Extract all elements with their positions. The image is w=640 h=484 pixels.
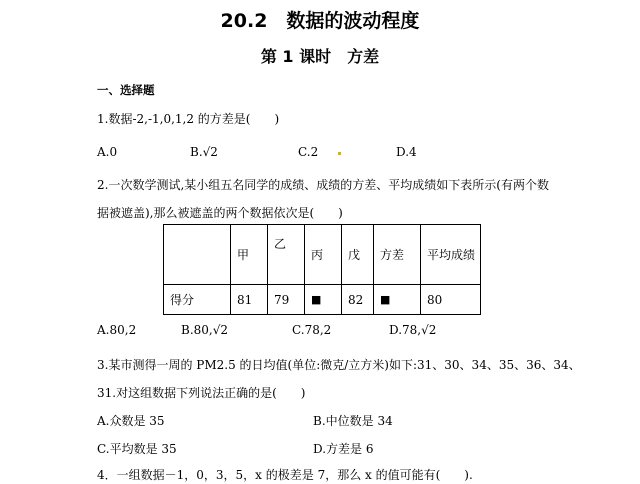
- question-3-option-b: B.中位数是 34: [313, 414, 393, 428]
- score-table-header-cell: 丙: [305, 225, 342, 285]
- score-table-cell: 79: [268, 285, 305, 315]
- score-table-header-cell: 平均成绩: [421, 225, 481, 285]
- section-heading: 一、选择题: [97, 83, 155, 97]
- question-3-option-a: A.众数是 35: [97, 414, 165, 428]
- question-1-stem: 1.数据-2,-1,0,1,2 的方差是( ): [97, 112, 280, 126]
- question-2-option-a: A.80,2: [97, 323, 137, 337]
- score-table-cell-hidden: ■: [305, 285, 342, 315]
- question-1-option-b: B.√2: [190, 145, 218, 159]
- score-table-cell: 得分: [164, 285, 231, 315]
- score-table-header-cell: [164, 225, 231, 285]
- stray-mark: [338, 152, 341, 155]
- question-2-option-c: C.78,2: [292, 323, 332, 337]
- question-1-option-a: A.0: [97, 145, 118, 159]
- question-2-stem-line-1: 2.一次数学测试,某小组五名同学的成绩、成绩的方差、平均成绩如下表所示(有两个数: [97, 178, 549, 192]
- question-1-option-d: D.4: [396, 145, 417, 159]
- score-table-cell-hidden: ■: [374, 285, 421, 315]
- score-table: [163, 224, 481, 315]
- question-2-option-b: B.80,√2: [181, 323, 228, 337]
- score-table-data-row: [164, 285, 481, 315]
- question-3-option-c: C.平均数是 35: [97, 442, 177, 456]
- page-subtitle: 第 1 课时 方差: [260, 47, 380, 66]
- score-table-cell: 81: [231, 285, 268, 315]
- score-table-header-cell: 方差: [374, 225, 421, 285]
- score-table-header-cell: 戊: [342, 225, 374, 285]
- score-table-header-cell: 乙: [268, 225, 305, 285]
- question-4-stem: 4．一组数据－1，0，3，5，x 的极差是 7，那么 x 的值可能有( ).: [97, 468, 473, 482]
- question-3-stem-line-2: 31.对这组数据下列说法正确的是( ): [97, 386, 306, 400]
- question-3-option-d: D.方差是 6: [313, 442, 374, 456]
- question-3-stem-line-1: 3.某市测得一周的 PM2.5 的日均值(单位:微克/立方米)如下:31、30、34、35、36、34、: [97, 358, 581, 372]
- question-1-option-c: C.2: [298, 145, 319, 159]
- score-table-header-cell: 甲: [231, 225, 268, 285]
- score-table-header-row: [164, 225, 481, 285]
- score-table-cell: 80: [421, 285, 481, 315]
- question-2-stem-line-2: 据被遮盖),那么被遮盖的两个数据依次是( ): [97, 206, 343, 220]
- score-table-cell: 82: [342, 285, 374, 315]
- question-2-option-d: D.78,√2: [389, 323, 437, 337]
- page-title: 20.2 数据的波动程度: [220, 10, 420, 32]
